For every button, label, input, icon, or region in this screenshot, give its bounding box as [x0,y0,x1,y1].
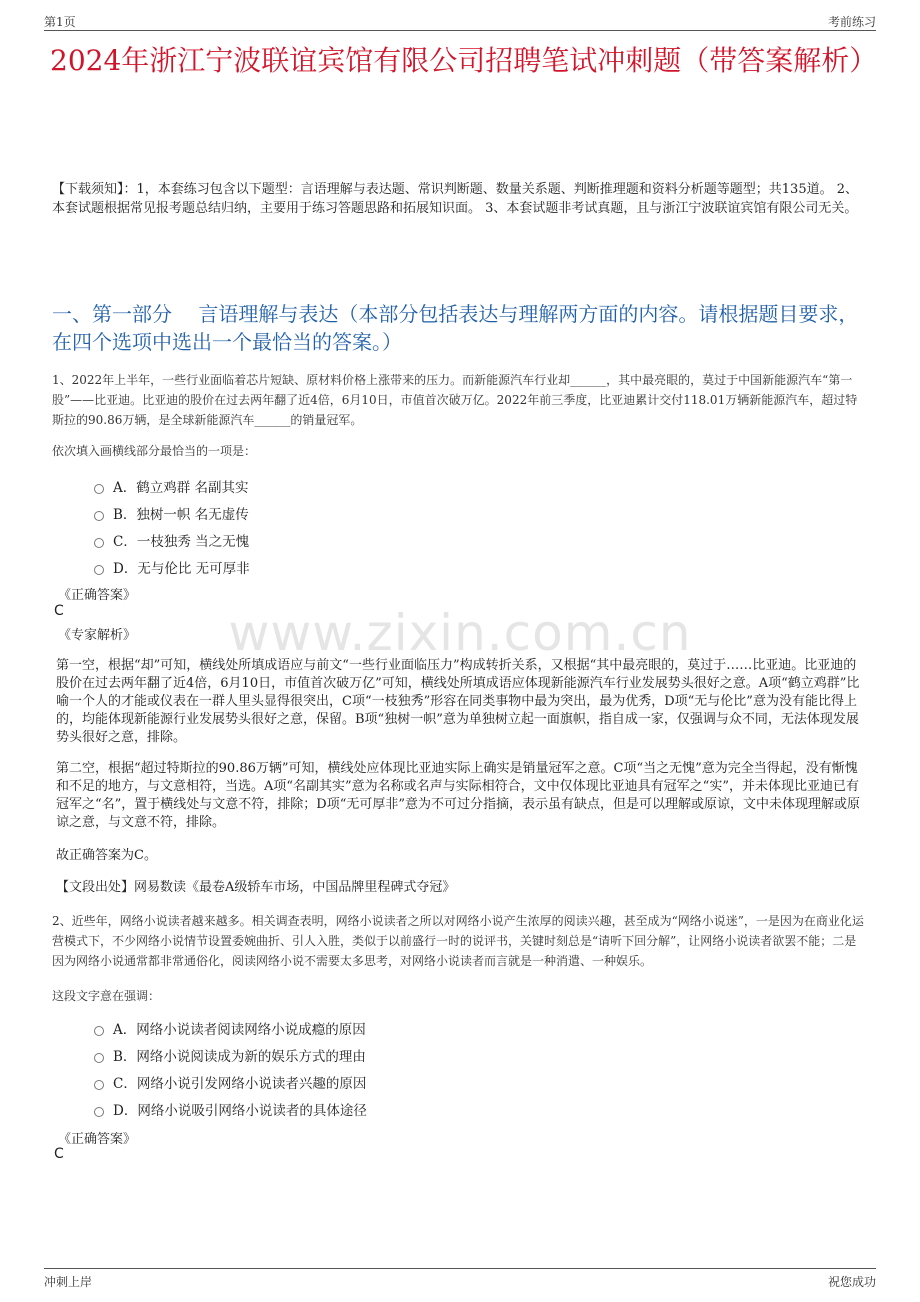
passage-source: 【文段出处】网易数读《最卷A级轿车市场，中国品牌里程碑式夺冠》 [56,880,456,895]
option-c[interactable] [94,526,250,553]
option-label: C．一枝独秀 当之无愧 [113,533,250,550]
radio-icon[interactable] [94,565,104,575]
option-b[interactable] [94,499,250,526]
download-notice: 【下载须知】：1，本套练习包含以下题型：言语理解与表达题、常识判断题、数量关系题、判断推理题和资料分析题等题型；共135道。 2、本套试题根据常见报考题总结归纳，主要用于练习答题思路和拓展知识面。 3、本套试题非考试真题，且与浙江宁波联谊宾馆有限公司无关。 [52,182,858,216]
question-2-options [94,1014,367,1122]
analysis-conclusion: 故正确答案为C。 [56,848,157,863]
option-label: B．网络小说阅读成为新的娱乐方式的理由 [113,1048,366,1065]
radio-icon[interactable] [94,511,104,521]
answer-label: 《正确答案》 [58,1132,137,1147]
analysis-label: 《专家解析》 [58,628,137,643]
analysis-paragraph-2: 第二空，根据“超过特斯拉的90.86万辆”可知，横线处应体现比亚迪实际上确实是销量冠军之意。C项“当之无愧”意为完全当得起，没有惭愧和不足的地方，与文意相符，当选。A项“名副其实”意为名称或名声与实际相符合，文中仅体现比亚迪具有冠军之“实”，并未体现比亚迪已有冠军之“名”，置于横线处与文意不符，排除；D项“无可厚非”意为不可过分指摘，表示虽有缺点，但是可以理解或原谅，文中未体现理解或原谅之意，与文意不符，排除。 [56,761,861,830]
footer-left: 冲刺上岸 [44,1275,93,1289]
option-d[interactable] [94,553,250,580]
option-c[interactable] [94,1068,367,1095]
question-2-stem: 2、近些年，网络小说读者越来越多。相关调查表明，网络小说读者之所以对网络小说产生浓厚的阅读兴趣，甚至成为“网络小说迷”，一是因为在商业化运营模式下，不少网络小说情节设置委婉曲折、引人入胜，类似于以前盛行一时的说评书，关键时刻总是“请听下回分解”，让网络小说读者欲罢不能；二是因为网络小说通常都非常通俗化，阅读网络小说不需要太多思考，对网络小说读者而言就是一种消遣、一种娱乐。 [52,914,864,968]
radio-icon[interactable] [94,1080,104,1090]
header-tag: 考前练习 [827,15,876,29]
option-label: C．网络小说引发网络小说读者兴趣的原因 [113,1075,367,1092]
answer-value: C [54,1146,64,1162]
option-b[interactable] [94,1041,367,1068]
answer-value: C [54,603,64,619]
radio-icon[interactable] [94,1107,104,1117]
watermark: www.zixin.com.cn [228,604,692,662]
radio-icon[interactable] [94,538,104,548]
option-a[interactable] [94,1014,367,1041]
document-title: 2024年浙江宁波联谊宾馆有限公司招聘笔试冲刺题（带答案解析） [50,44,878,77]
option-d[interactable] [94,1095,367,1122]
option-label: D．网络小说吸引网络小说读者的具体途径 [113,1102,367,1119]
radio-icon[interactable] [94,484,104,494]
option-label: A．鹤立鸡群 名副其实 [113,479,249,496]
radio-icon[interactable] [94,1053,104,1063]
page-number: 第1页 [44,15,76,29]
radio-icon[interactable] [94,1026,104,1036]
footer-right: 祝您成功 [827,1275,876,1289]
question-1-prompt: 依次填入画横线部分最恰当的一项是： [52,444,257,458]
section-heading: 一、第一部分 言语理解与表达（本部分包括表达与理解两方面的内容。请根据题目要求，在四个选项中选出一个最恰当的答案。） [52,302,859,354]
option-a[interactable] [94,472,250,499]
page-header [44,10,876,31]
analysis-paragraph-1: 第一空，根据“却”可知，横线处所填成语应与前文“一些行业面临压力”构成转折关系，又根据“其中最亮眼的，莫过于……比亚迪。比亚迪的股价在过去两年翻了近4倍，6月10日，市值首次破万亿”可知，横线处所填成语应体现新能源汽车行业发展势头很好之意。A项“鹤立鸡群”比喻一个人的才能或仪表在一群人里头显得很突出，C项“一枝独秀”形容在同类事物中最为突出，最为优秀，D项“无与伦比”意为没有能比得上的，均能体现新能源行业发展势头很好之意，保留。B项“独树一帜”意为单独树立起一面旗帜，指自成一家，仅强调与众不同，无法体现发展势头很好之意，排除。 [56,658,860,745]
option-label: B．独树一帜 名无虚传 [113,506,249,523]
option-label: A．网络小说读者阅读网络小说成瘾的原因 [113,1021,366,1038]
question-1-stem: 1、2022年上半年，一些行业面临着芯片短缺、原材料价格上涨带来的压力。而新能源汽车行业却______，其中最亮眼的，莫过于中国新能源汽车“第一股”——比亚迪。比亚迪的股价在过去两年翻了近4倍，6月10日，市值首次破万亿。2022年前三季度，比亚迪累计交付118.01万辆新能源汽车，超过特斯拉的90.86万辆，是全球新能源汽车______的销量冠军。 [52,373,858,427]
page-footer [44,1268,876,1291]
answer-label: 《正确答案》 [58,588,137,603]
option-label: D．无与伦比 无可厚非 [113,560,250,577]
question-2-prompt: 这段文字意在强调： [52,989,161,1003]
question-1-options [94,472,250,580]
